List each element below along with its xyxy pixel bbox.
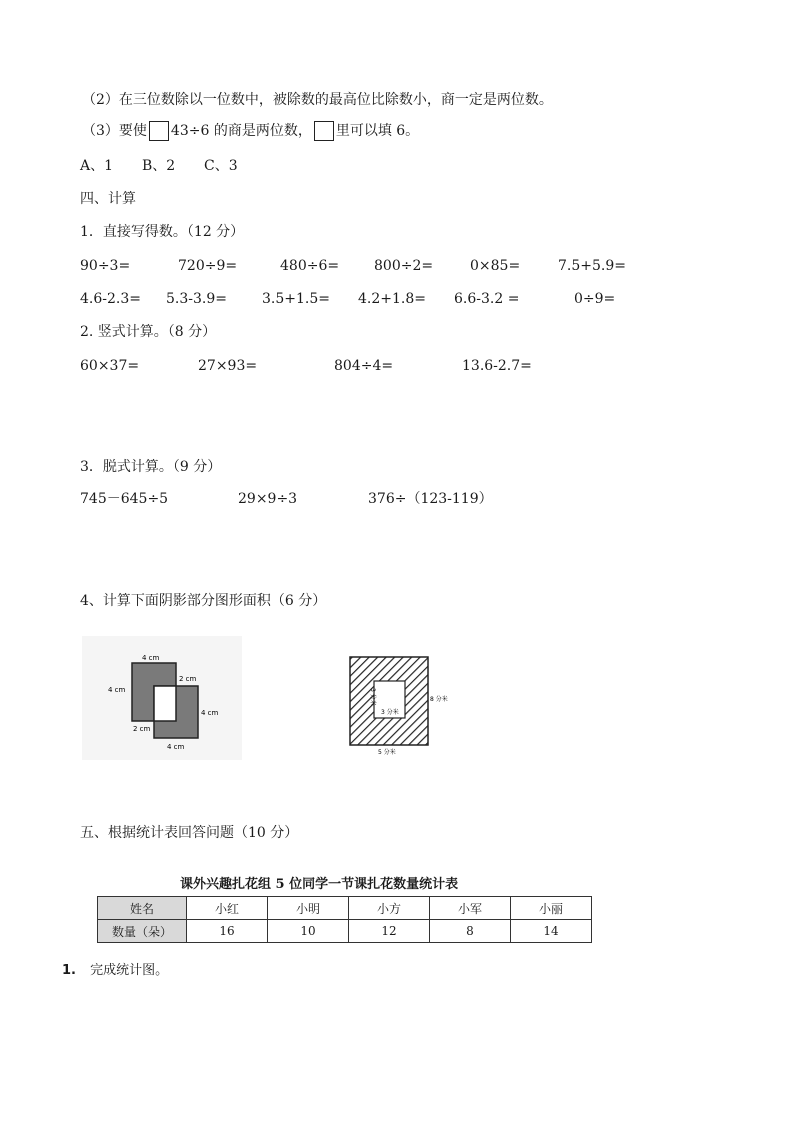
calc1-title: 1．直接写得数。（12 分） bbox=[80, 224, 245, 240]
table-cell-value: 16 bbox=[187, 920, 268, 943]
label-mid-left: 2 cm bbox=[133, 725, 151, 733]
calc1-item: 480÷6= bbox=[280, 258, 340, 274]
task-number: 1. bbox=[62, 963, 76, 978]
answer-box[interactable] bbox=[149, 121, 169, 141]
calc3-title: 3．脱式计算。（9 分） bbox=[80, 459, 222, 475]
label-mid-right: 2 cm bbox=[179, 675, 197, 683]
label-bottom: 5 分米 bbox=[378, 749, 396, 756]
task-1 bbox=[62, 961, 168, 981]
label-inner-bottom: 3 分米 bbox=[381, 709, 399, 716]
calc1-item: 4.6-2.3= bbox=[80, 291, 141, 307]
calc3-item: 745－645÷5 bbox=[80, 491, 169, 507]
calc1-item: 800÷2= bbox=[374, 258, 434, 274]
table-cell-value: 12 bbox=[349, 920, 430, 943]
table-cell-value: 10 bbox=[268, 920, 349, 943]
table-cell-name: 小明 bbox=[268, 897, 349, 920]
item-3-suffix: 里可以填 6。 bbox=[335, 123, 420, 139]
question-item-2: （2）在三位数除以一位数中，被除数的最高位比除数小，商一定是两位数。 bbox=[82, 92, 553, 108]
table-header-label: 姓名 bbox=[98, 897, 187, 920]
calc1-item: 5.3-3.9= bbox=[166, 291, 227, 307]
figure-overlapping-squares bbox=[82, 636, 242, 760]
calc1-row-2 bbox=[80, 289, 680, 309]
option-c[interactable]: C、3 bbox=[204, 158, 238, 174]
calc1-item: 7.5+5.9= bbox=[558, 258, 626, 274]
item-3-prefix: （3）要使 bbox=[82, 123, 147, 139]
table-cell-name: 小军 bbox=[430, 897, 511, 920]
table-row bbox=[98, 897, 592, 920]
table-cell-value: 8 bbox=[430, 920, 511, 943]
calc1-item: 720÷9= bbox=[178, 258, 238, 274]
label-left: 4 cm bbox=[108, 686, 126, 694]
calc1-row-1 bbox=[80, 256, 680, 276]
option-a[interactable]: A、1 bbox=[80, 158, 114, 174]
calc2-row bbox=[80, 356, 680, 376]
calc2-item: 27×93= bbox=[198, 358, 258, 374]
item-3-middle: 43÷6 的商是两位数， bbox=[170, 123, 312, 139]
calc1-item: 3.5+1.5= bbox=[262, 291, 330, 307]
section-4-title: 四、计算 bbox=[80, 191, 136, 207]
label-right: 8 分米 bbox=[430, 696, 448, 703]
calc4-title: 4、计算下面阴影部分图形面积（6 分） bbox=[80, 593, 327, 609]
calc1-item: 4.2+1.8= bbox=[358, 291, 426, 307]
table-cell-name: 小丽 bbox=[511, 897, 592, 920]
section-5-title: 五、根据统计表回答问题（10 分） bbox=[80, 825, 299, 841]
label-inner-left: 3 分米 bbox=[369, 688, 376, 706]
table-cell-name: 小方 bbox=[349, 897, 430, 920]
statistics-table bbox=[97, 896, 592, 943]
calc2-title: 2. 竖式计算。（8 分） bbox=[80, 324, 217, 340]
calc3-item: 29×9÷3 bbox=[238, 491, 298, 507]
choice-options bbox=[80, 156, 380, 176]
calc2-item: 60×37= bbox=[80, 358, 140, 374]
question-item-3 bbox=[82, 121, 419, 141]
table-cell-value: 14 bbox=[511, 920, 592, 943]
label-bottom: 4 cm bbox=[167, 743, 185, 751]
calc3-item: 376÷（123-119） bbox=[368, 491, 493, 507]
table-row bbox=[98, 920, 592, 943]
task-text: 完成统计图。 bbox=[90, 963, 169, 978]
table-cell-name: 小红 bbox=[187, 897, 268, 920]
calc2-item: 13.6-2.7= bbox=[462, 358, 532, 374]
calc2-item: 804÷4= bbox=[334, 358, 394, 374]
calc3-row bbox=[80, 489, 680, 509]
calc1-item: 6.6-3.2 = bbox=[454, 291, 520, 307]
table-row-label: 数量（朵） bbox=[98, 920, 187, 943]
calc1-item: 90÷3= bbox=[80, 258, 131, 274]
calc1-item: 0×85= bbox=[470, 258, 521, 274]
label-right: 4 cm bbox=[201, 709, 219, 717]
table-caption: 课外兴趣扎花组 5 位同学一节课扎花数量统计表 bbox=[180, 877, 459, 892]
overlap-white-square bbox=[154, 686, 176, 721]
answer-box[interactable] bbox=[314, 121, 334, 141]
option-b[interactable]: B、2 bbox=[142, 158, 176, 174]
label-top: 4 cm bbox=[142, 654, 160, 662]
figure-hatched-square bbox=[346, 654, 466, 758]
calc1-item: 0÷9= bbox=[574, 291, 616, 307]
